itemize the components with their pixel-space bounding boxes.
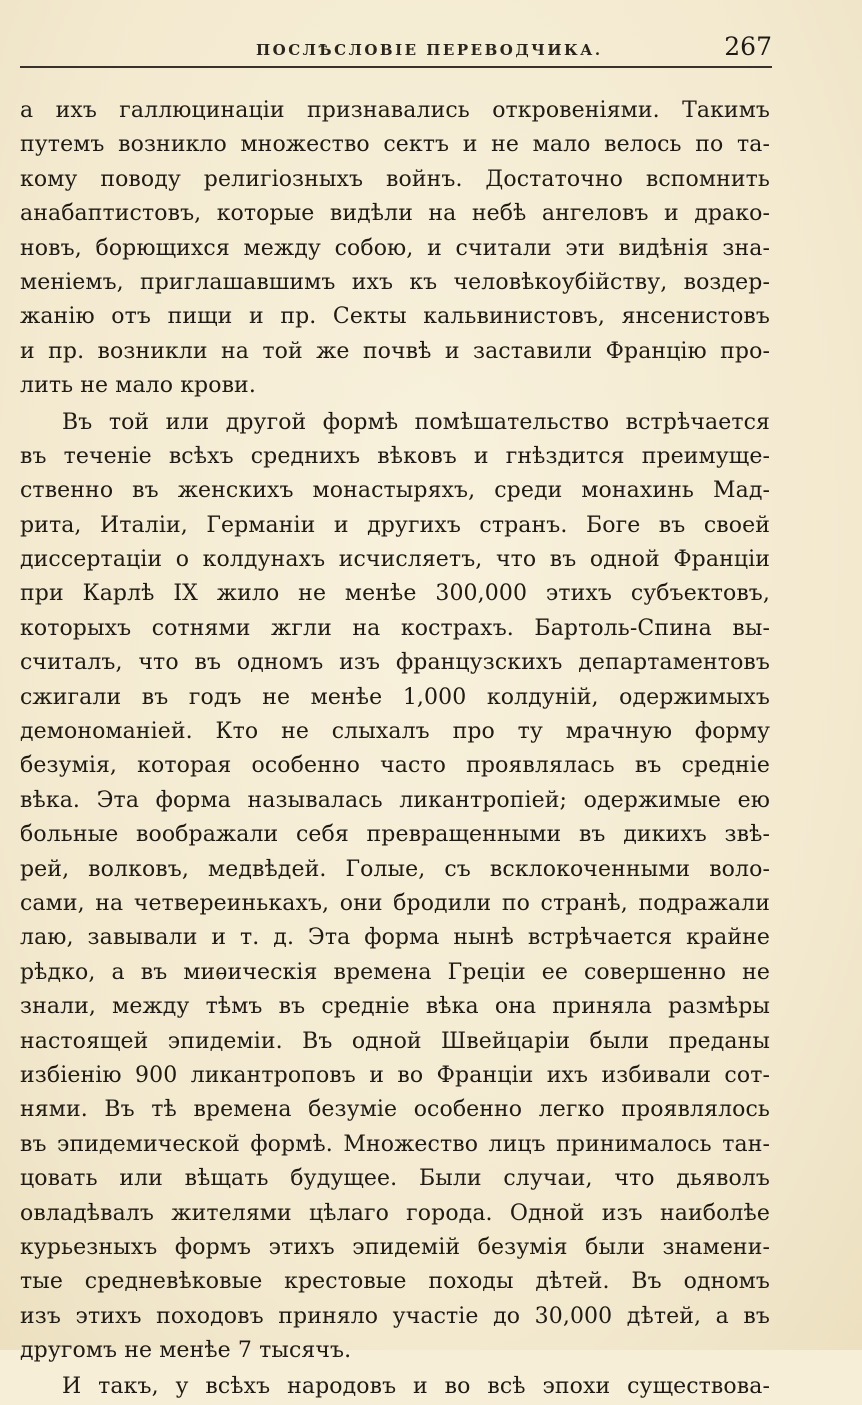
text-line: меніемъ, приглашавшимъ ихъ къ человѣкоубійству, воздер- <box>20 269 770 295</box>
body-text <box>20 94 770 1405</box>
text-line: знали, между тѣмъ въ средніе вѣка она приняла размѣры <box>20 994 770 1020</box>
running-title: ПОСЛѢСЛОВІЕ ПЕРЕВОДЧИКА. <box>256 41 603 59</box>
text-line: демономаніей. Кто не слыхалъ про ту мрачную форму <box>20 719 770 745</box>
text-line: изъ этихъ походовъ приняло участіе до 30,000 дѣтей, а въ <box>20 1303 770 1329</box>
text-line: которыхъ сотнями жгли на кострахъ. Бартоль-Спина вы- <box>20 615 770 641</box>
text-line: нями. Въ тѣ времена безуміе особенно легко проявлялось <box>20 1097 770 1123</box>
text-line: избіенію 900 ликантроповъ и во Франціи ихъ избивали сот- <box>20 1062 770 1088</box>
paragraph-2 <box>20 406 770 1369</box>
text-line: тые средневѣковые крестовые походы дѣтей. Въ одномъ <box>20 1269 770 1295</box>
text-line: новъ, борющихся между собою, и считали эти видѣнія зна- <box>20 235 770 261</box>
text-line: сами, на четвереинькахъ, они бродили по странѣ, подражали <box>20 890 770 916</box>
text-line: лить не мало крови. <box>20 373 256 399</box>
text-line: рѣдко, а въ миѳическія времена Греціи ее совершенно не <box>20 959 770 985</box>
page-header <box>20 30 772 72</box>
text-line: Въ той или другой формѣ помѣшательство встрѣчается <box>62 409 770 435</box>
text-line: въ теченіе всѣхъ среднихъ вѣковъ и гнѣздится преимуще- <box>20 443 770 469</box>
text-line: анабаптистовъ, которые видѣли на небѣ ангеловъ и драко- <box>20 201 770 227</box>
text-line: кому поводу религіозныхъ войнъ. Достаточно вспомнить <box>20 166 770 192</box>
text-line: жанію отъ пищи и пр. Секты кальвинистовъ, янсенистовъ <box>20 304 770 330</box>
text-line: ственно въ женскихъ монастыряхъ, среди монахинь Мад- <box>20 478 770 504</box>
text-line: вѣка. Эта форма называлась ликантропіей; одержимые ею <box>20 787 770 813</box>
text-line: сжигали въ годъ не менѣе 1,000 колдуній, одержимыхъ <box>20 684 770 710</box>
text-line: и пр. возникли на той же почвѣ и заставили Францію про- <box>20 338 770 364</box>
text-line: цовать или вѣщать будущее. Были случаи, что дьяволъ <box>20 1166 770 1192</box>
paragraph-1 <box>20 94 770 404</box>
text-line: настоящей эпидеміи. Въ одной Швейцаріи были преданы <box>20 1028 770 1054</box>
text-line: рита, Италіи, Германіи и другихъ странъ. Боге въ своей <box>20 512 770 538</box>
text-line: путемъ возникло множество сектъ и не мало велось по та- <box>20 132 770 158</box>
text-line: а ихъ галлюцинаціи признавались откровеніями. Такимъ <box>20 98 770 123</box>
text-line: диссертаціи о колдунахъ исчисляетъ, что въ одной Франціи <box>20 547 770 573</box>
text-line: считалъ, что въ одномъ изъ французскихъ департаментовъ <box>20 650 770 676</box>
page-number: 267 <box>724 32 772 61</box>
text-line: въ эпидемической формѣ. Множество лицъ принималось тан- <box>20 1131 770 1157</box>
text-line: овладѣвалъ жителями цѣлаго города. Одной изъ наиболѣе <box>20 1200 770 1226</box>
paragraph-3 <box>20 1370 770 1404</box>
text-line: курьезныхъ формъ этихъ эпидемій безумія были знамени- <box>20 1234 770 1260</box>
text-line: безумія, которая особенно часто проявлялась въ средніе <box>20 753 770 779</box>
text-line: лаю, завывали и т. д. Эта форма нынѣ встрѣчается крайне <box>20 925 770 951</box>
text-line: рей, волковъ, медвѣдей. Голые, съ всклокоченными воло- <box>20 856 770 882</box>
text-line: И такъ, у всѣхъ народовъ и во всѣ эпохи существова- <box>62 1374 770 1400</box>
text-line: другомъ не менѣе 7 тысячъ. <box>20 1338 352 1364</box>
text-line: при Карлѣ IX жило не менѣе 300,000 этихъ субъектовъ, <box>20 581 770 607</box>
header-rule <box>20 66 772 68</box>
text-line: больные воображали себя превращенными въ дикихъ звѣ- <box>20 822 770 848</box>
